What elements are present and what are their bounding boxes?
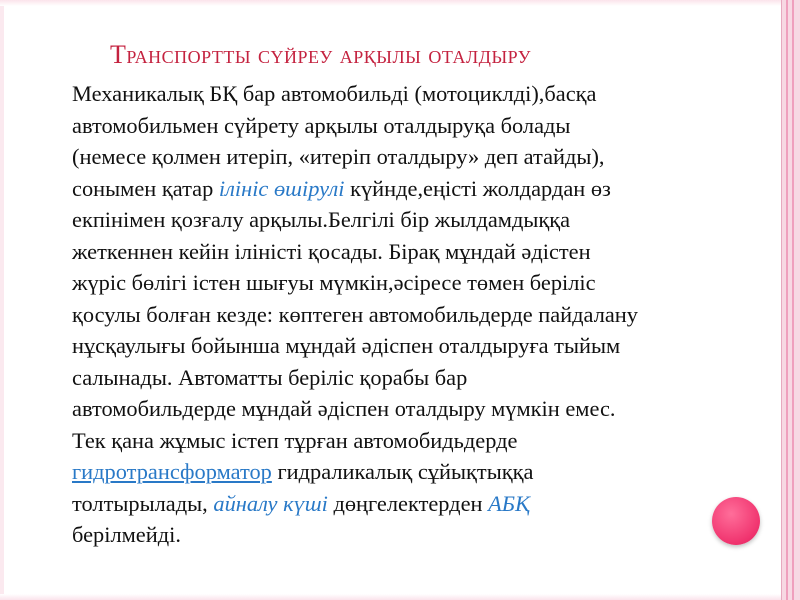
paragraph-line <box>72 141 762 173</box>
top-border <box>0 0 782 6</box>
text-run: автомобильдерде мұндай әдіспен оталдыру мүмкін емес. <box>72 396 616 421</box>
border-stripe <box>792 0 794 600</box>
paragraph-line <box>72 425 762 457</box>
paragraph-line <box>72 267 762 299</box>
paragraph-line <box>72 173 762 205</box>
hyperlink[interactable]: гидротрансформатор <box>72 459 272 484</box>
paragraph-line <box>72 110 762 142</box>
text-run: салынады. Автоматты беріліс қорабы бар <box>72 364 468 390</box>
text-run: Тек қана жұмыс істеп тұрған автомобидьдерде <box>72 427 518 453</box>
text-run: жеткеннен кейін іліністі қосады. Бірақ мұндай әдістен <box>72 238 591 264</box>
text-run: нұсқаулығы бойынша мұндай әдіспен оталдыруға тыйым <box>72 333 621 358</box>
border-stripe <box>786 0 788 600</box>
glossary-link[interactable]: АБҚ <box>488 490 530 516</box>
paragraph-line <box>72 330 762 362</box>
paragraph-line <box>72 362 762 394</box>
paragraph-line <box>72 519 762 551</box>
text-run: қосулы болған кезде: көптеген автомобильдерде пайдалану <box>72 301 638 327</box>
paragraph-line <box>72 456 762 488</box>
slide-title: Транспортты сүйреу арқылы оталдыру <box>110 40 531 69</box>
bullet-icon <box>40 88 54 102</box>
text-run: Механикалық БҚ бар автомобильді (мотоциклді),басқа <box>72 81 597 106</box>
text-run: дөңгелектерден <box>327 490 489 516</box>
text-run: екпінімен қозғалу арқылы.Белгілі бір жылдамдыққа <box>72 207 571 232</box>
text-run: гидраликалық сұйықтыққа <box>271 459 534 484</box>
body-paragraph <box>72 78 762 551</box>
text-run: сонымен қатар <box>72 175 219 201</box>
text-run: жүріс бөлігі істен шығуы мүмкін,әсіресе төмен беріліс <box>72 270 596 295</box>
paragraph-line <box>72 236 762 268</box>
text-run: автомобильмен сүйрету арқылы оталдыруқа болады <box>72 112 571 138</box>
text-run: (немесе қолмен итеріп, «итеріп оталдыру» деп атайды), <box>72 144 605 169</box>
paragraph-line <box>72 393 762 425</box>
paragraph-line <box>72 299 762 331</box>
right-border-band <box>781 0 800 600</box>
left-border <box>0 0 4 600</box>
text-run: толтырылады, <box>72 490 214 516</box>
glossary-link[interactable]: айналу күші <box>213 490 328 516</box>
paragraph-line <box>72 204 762 236</box>
text-run: берілмейді. <box>72 522 181 547</box>
paragraph-line <box>72 488 762 520</box>
paragraph-line <box>72 78 762 110</box>
text-run: күйнде,еңісті жолдардан өз <box>344 175 611 201</box>
pink-circle-icon <box>712 497 760 545</box>
bottom-border <box>0 594 782 600</box>
glossary-link[interactable]: ілініс өшірулі <box>218 175 345 201</box>
